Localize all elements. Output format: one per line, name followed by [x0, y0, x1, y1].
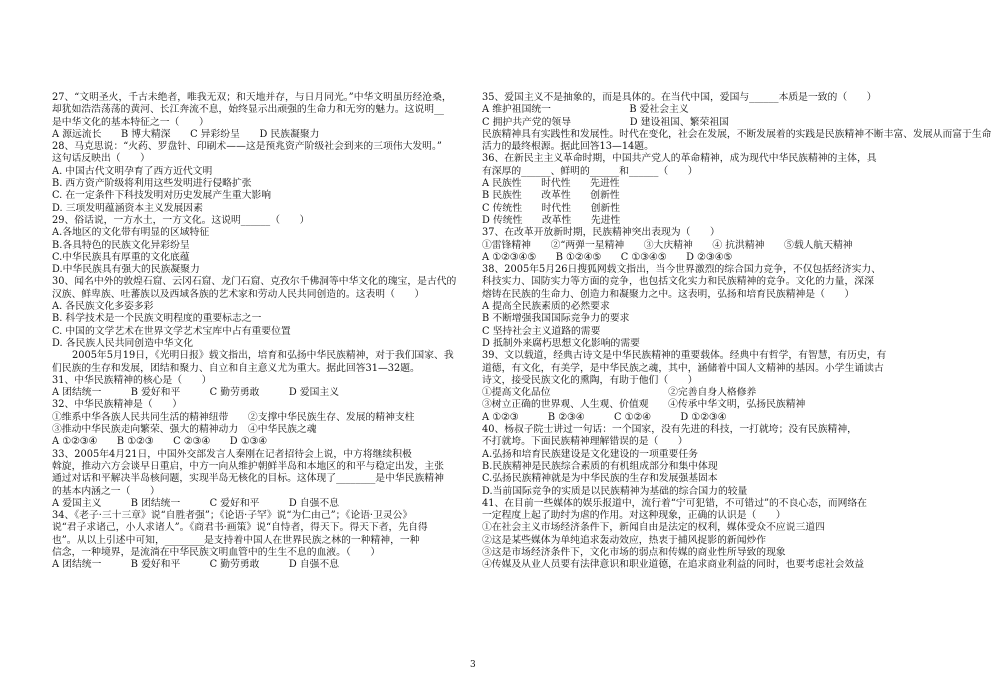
text-line: 的基本内涵之一（ ） — [52, 485, 160, 497]
text-line: 28、马克思说：“火药、罗盘针、印刷术——这是预兆资产阶级社会到来的三项伟大发明。” — [52, 141, 442, 153]
text-line: 34、《老子·三十三章》说“自胜者强”；《论语·子罕》说“为仁由己”；《论语·卫灵公》 — [52, 510, 413, 522]
text-line: 35、爱国主义不是抽象的，而是具体的。在当代中国，爱国与______本质是一致的（ ） — [482, 92, 877, 103]
text-line: 们民族的生存和发展，团结和聚力、自立和自主意义尤为重大。据此回答31—32题。 — [52, 362, 420, 374]
text-line: C 拥护共产党的领导 D 建设祖国、繁荣祖国 — [482, 116, 729, 128]
text-line: 32、中华民族精神是（ ） — [52, 399, 183, 411]
text-line: D. 三项发明蕴涵资本主义发展因素 — [52, 202, 203, 214]
text-line: B. 西方资产阶级将利用这些发明进行侵略扩张 — [52, 178, 252, 190]
text-line: 斡旋，推动六方会谈早日重启，中方一向从维护朝鲜半岛和本地区的和平与稳定出发，主张 — [52, 460, 444, 472]
text-line: C.弘扬民族精神就是为中华民族的生存和发展强基固本 — [482, 473, 718, 485]
text-line: 熔铸在民族的生命力、创造力和凝聚力之中。这表明，弘扬和培育民族精神是（ ） — [482, 288, 855, 300]
text-line: 也”。从以上引述中可知，________是支持着中国人在世界民族之林的一种精神，一种 — [52, 534, 420, 546]
text-line: ①雷锋精神 ②“两弹一星精神 ③大庆精神 ④ 抗洪精神 ⑤载人航天精神 — [482, 239, 853, 251]
text-line: C 坚持社会主义道路的需要 — [482, 325, 601, 337]
text-line: ①提高文化品位 ②完善自身人格修养 — [482, 387, 757, 399]
text-line: D.当前国际竞争的实质是以民族精神为基础的综合国力的较量 — [482, 485, 748, 497]
text-line: 2005年5月19日，《光明日报》载文指出，培育和弘扬中华民族精神，对于我们国家、我 — [72, 350, 454, 362]
text-line: 这句话反映出（ ） — [52, 153, 150, 165]
text-line: 40、杨叔子院士讲过一句话：一个国家，没有先进的科技，一打就垮；没有民族精神， — [482, 424, 857, 436]
text-line: A 源远流长 B 博大精深 C 异彩纷呈 D 民族凝聚力 — [52, 128, 320, 140]
text-line: A ①②③ B ②③④ C ①②④ D ①②③④ — [482, 411, 727, 423]
text-line: A. 中国古代文明孕育了西方近代文明 — [52, 165, 213, 177]
text-line: ②这是某些媒体为单纯追求轰动效应，热衷于捕风捉影的新闻炒作 — [482, 534, 767, 546]
text-line: A 维护祖国统一 B 爱社会主义 — [482, 104, 689, 116]
text-line: A ①②③④ B ①②③ C ②③④ D ①③④ — [52, 436, 268, 448]
text-line: ①维系中华各族人民共同生活的精神纽带 ②支撑中华民族生存、发展的精神支柱 — [52, 411, 415, 423]
text-line: D.中华民族具有强大的民族凝聚力 — [52, 264, 200, 276]
text-line: B.民族精神是民族综合素质的有机组成部分和集中体现 — [482, 460, 718, 472]
text-line: 一定程度上起了助纣为虐的作用。对这种现象，正确的认识是（ ） — [482, 510, 786, 522]
text-line: C. 在一定条件下科技发明对历史发展产生重大影响 — [52, 190, 272, 202]
text-line: A. 各民族文化多姿多彩 — [52, 301, 154, 313]
text-line: A 团结统一 B 爱好和平 C 勤劳勇敢 D 自强不息 — [52, 559, 340, 571]
text-line: D 传统性 改革性 先进性 — [482, 214, 621, 226]
text-line: A 民族性 时代性 先进性 — [482, 178, 620, 190]
text-line: 37、在改革开放新时期，民族精神突出表现为（ ） — [482, 227, 720, 239]
text-line: A 团结统一 B 爱好和平 C 勤劳勇敢 D 爱国主义 — [52, 387, 340, 399]
text-line: 汉族、鲜卑族、吐蕃族以及西域各族的艺术家和劳动人民共同创造的。这表明（ ） — [52, 288, 425, 300]
text-line: 有深厚的______、鲜明的______和______（ ） — [482, 165, 698, 177]
text-line: 科技实力、国防实力等方面的竞争，也包括文化实力和民族精神的竞争。文化的力量，深深 — [482, 276, 874, 288]
left-column — [52, 92, 457, 572]
text-line: 30、闻名中外的敦煌石窟、云冈石窟、龙门石窟、克孜尔千佛洞等中华文化的瑰宝，是古代的 — [52, 276, 457, 288]
text-line: B. 科学技术是一个民族文明程度的重要标志之一 — [52, 313, 262, 325]
page-number: 3 — [470, 660, 476, 670]
text-line: ①在社会主义市场经济条件下，新闻自由是法定的权利，媒体受众不应说三道四 — [482, 522, 825, 534]
text-line: 29、俗话说，一方水土，一方文化。这说明______（ ） — [52, 214, 310, 226]
text-line: 民族精神具有实践性和发展性。时代在变化，社会在发展，不断发展着的实践是民族精神不断丰富、发展从而富于生命 — [482, 128, 991, 140]
text-line: 是中华文化的基本特征之一（ ） — [52, 116, 209, 128]
text-line: C. 中国的文学艺术在世界文学艺术宝库中占有重要位置 — [52, 325, 291, 337]
text-line: ③推动中华民族走向繁荣、强大的精神动力 ④中华民族之魂 — [52, 424, 317, 436]
text-line: A.各地区的文化带有明显的区域特征 — [52, 227, 210, 239]
text-line: D 抵制外来腐朽思想文化影响的需要 — [482, 337, 640, 349]
text-line: A.弘扬和培育民族建设是文化建设的一项重要任务 — [482, 448, 698, 460]
text-line: ④传媒及从业人员要有法律意识和职业道德，在追求商业利益的同时，也要考虑社会效益 — [482, 559, 865, 571]
text-line: C.中华民族具有厚重的文化底蕴 — [52, 251, 190, 263]
text-line: 36、在新民主主义革命时期，中国共产党人的革命精神，成为现代中华民族精神的主体，具 — [482, 153, 877, 165]
text-line: 27、“文明圣火，千古未绝者，唯我无双；和天地并存，与日月同光。”中华文明虽历经沧桑， — [52, 92, 452, 103]
text-line: D. 各民族人民共同创造中华文化 — [52, 337, 194, 349]
text-line: 33、2005年4月21日，中国外交部发言人秦刚在记者招待会上说，中方将继续积极 — [52, 448, 412, 460]
text-line: 道德，有文化，有美学，是中华民族之魂，其中，涵储着中国人文精神的基因。小学生诵读古 — [482, 362, 884, 374]
text-line: 通过对话和平解决半岛核问题，实现半岛无核化的目标。这体现了________是中华民族精神 — [52, 473, 444, 485]
text-line: 却犹如浩浩荡荡的黄河、长江奔流不息，始终显示出顽强的生命力和无穷的魅力。这说明__ — [52, 104, 444, 116]
text-line: C 传统性 时代性 创新性 — [482, 202, 620, 214]
text-line: A 爱国主义 B 团结统一 C 爱好和平 D 自强不息 — [52, 497, 340, 509]
text-line: ③树立正确的世界观、人生观、价值观 ④传承中华文明，弘扬民族精神 — [482, 399, 806, 411]
text-line: ③这是市场经济条件下，文化市场的弱点和传媒的商业性所导致的现象 — [482, 546, 786, 558]
text-line: A ①②③④⑤ B ①②④⑤ C ①③④⑤ D ②③④⑤ — [482, 251, 733, 263]
text-line: A 提高全民族素质的必然要求 — [482, 301, 610, 313]
text-line: 41、在目前一些媒体的娱乐报道中，流行着“宁可犯错，不可错过”的不良心态，而网络在 — [482, 497, 867, 509]
right-column — [482, 92, 991, 572]
text-line: 31、中华民族精神的核心是（ ） — [52, 374, 212, 386]
text-line: 信念，一种境界，是流淌在中华民族文明血管中的生生不息的血液。（ ） — [52, 546, 381, 558]
text-line: 不打就垮。下面民族精神理解错误的是（ ） — [482, 436, 688, 448]
text-line: 38、2005年5月26日搜狐网载文指出，当今世界激烈的综合国力竞争，不仅包括经济实力、 — [482, 264, 881, 276]
text-line: 活力的最终根源。据此回答13—14题。 — [482, 141, 654, 153]
text-line: B.各具特色的民族文化异彩纷呈 — [52, 239, 190, 251]
text-line: 说“君子求诸己，小人求诸人”。《商君书·画策》说“自恃者，得天下。得天下者，先自得 — [52, 522, 428, 534]
text-line: B 不断增强我国国际竞争力的要求 — [482, 313, 630, 325]
text-line: B 民族性 改革性 创新性 — [482, 190, 620, 202]
text-line: 39、文以载道，经典古诗文是中华民族精神的重要载体。经典中有哲学，有智慧，有历史，有 — [482, 350, 887, 362]
text-line: 诗文，接受民族文化的熏陶，有助于他们（ ） — [482, 374, 698, 386]
